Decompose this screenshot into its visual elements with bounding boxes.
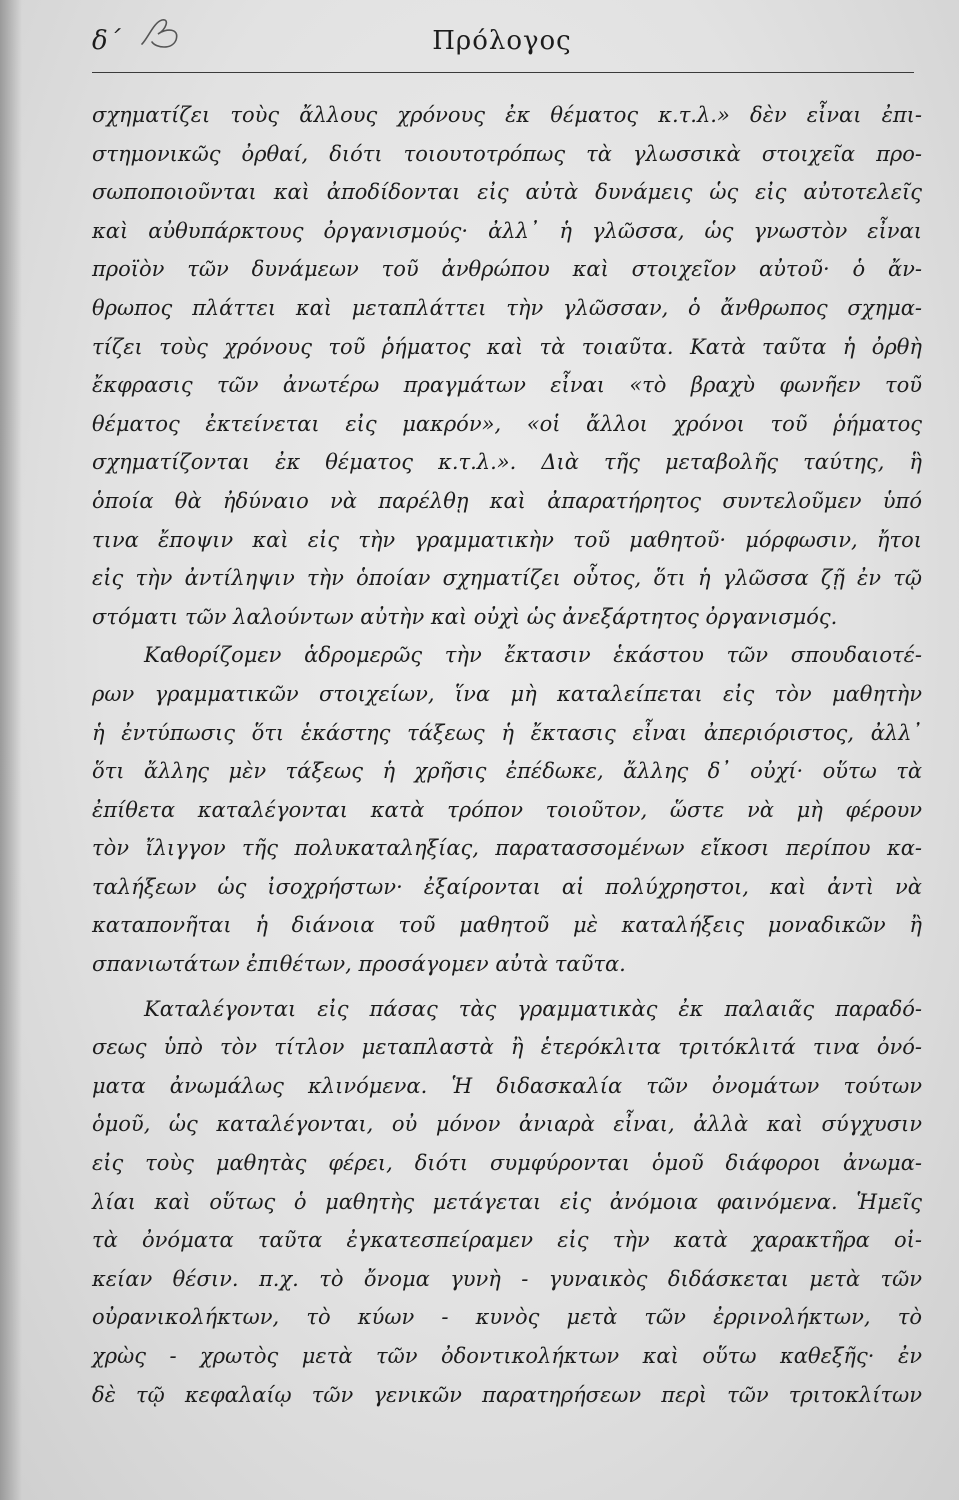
running-head: Πρόλογος: [432, 26, 572, 56]
text-line: λίαι καὶ οὕτως ὁ μαθητὴς μετάγεται εἰς ἀνόμοια φαινόμενα. Ἡμεῖς: [92, 1189, 922, 1214]
page-header: [92, 22, 912, 68]
text-line: εἰς τοὺς μαθητὰς φέρει, διότι συμφύρονται ὁμοῦ διάφοροι ἀνωμα-: [92, 1151, 922, 1176]
text-line: τινα ἔποψιν καὶ εἰς τὴν γραμματικὴν τοῦ μαθητοῦ· μόρφωσιν, ἤτοι: [92, 527, 922, 552]
text-line: στόματι τῶν λαλούντων αὐτὴν καὶ οὐχὶ ὡς ἀνεξάρτητος ὀργανισμός.: [92, 604, 838, 629]
text-line: εἰς τὴν ἀντίληψιν τὴν ὁποίαν σχηματίζει οὗτος, ὅτι ἡ γλῶσσα ζῇ ἐν τῷ: [92, 566, 922, 591]
text-line: στημονικῶς ὀρθαί, διότι τοιουτοτρόπως τὰ γλωσσικὰ στοιχεῖα προ-: [92, 141, 922, 166]
text-line: τὰ ὀνόματα ταῦτα ἐγκατεσπείραμεν εἰς τὴν κατὰ χαρακτῆρα οἰ-: [92, 1228, 922, 1253]
text-line: χρὼς - χρωτὸς μετὰ τῶν ὀδοντικολήκτων καὶ οὕτω καθεξῆς· ἐν: [92, 1344, 922, 1368]
text-line: δὲ τῷ κεφαλαίῳ τῶν γενικῶν παρατηρήσεων περὶ τῶν τριτοκλίτων: [92, 1382, 922, 1407]
text-line: σωποποιοῦνται καὶ ἀποδίδονται εἰς αὐτὰ δυνάμεις ὡς εἰς αὐτοτελεῖς: [92, 180, 922, 205]
text-line: ὅτι ἄλλης μὲν τάξεως ἡ χρῆσις ἐπέδωκε, ἄλλης δ᾽ οὐχί· οὕτω τὰ: [92, 759, 922, 784]
text-line: καὶ αὐθυπάρκτους ὀργανισμούς· ἀλλ᾽ ἡ γλῶσσα, ὡς γνωστὸν εἶναι: [92, 218, 922, 243]
text-line: οὐρανικολήκτων, τὸ κύων - κυνὸς μετὰ τῶν ἐρρινολήκτων, τὸ: [92, 1305, 922, 1330]
text-line: τὸν ἴλιγγον τῆς πολυκαταληξίας, παρατασσομένων εἴκοσι περίπου κα-: [92, 836, 922, 861]
text-line: σχηματίζει τοὺς ἄλλους χρόνους ἐκ θέματος κ.τ.λ.» δὲν εἶναι ἐπι-: [92, 103, 922, 127]
text-line: ἡ ἐντύπωσις ὅτι ἑκάστης τάξεως ἡ ἔκτασις εἶναι ἀπεριόριστος, ἀλλ᾽: [92, 720, 922, 745]
text-line: τίζει τοὺς χρόνους τοῦ ῥήματος καὶ τὰ τοιαῦτα. Κατὰ ταῦτα ἡ ὀρθὴ: [92, 334, 922, 359]
text-line: θρωπος πλάττει καὶ μεταπλάττει τὴν γλῶσσαν, ὁ ἄνθρωπος σχημα-: [92, 295, 922, 320]
header-rule: [92, 72, 914, 73]
text-line: ἐπίθετα καταλέγονται κατὰ τρόπον τοιοῦτον, ὥστε νὰ μὴ φέρουν: [92, 797, 922, 822]
text-line: ταλήξεων ὡς ἰσοχρήστων· ἐξαίρονται αἱ πολύχρηστοι, καὶ ἀντὶ νὰ: [92, 874, 922, 899]
text-line: ὁποία θὰ ἠδύναιο νὰ παρέλθῃ καὶ ἀπαρατήρητος συντελοῦμεν ὑπό: [92, 488, 922, 513]
text-line: Καθορίζομεν ἁδρομερῶς τὴν ἔκτασιν ἑκάστου τῶν σπουδαιοτέ-: [144, 643, 922, 668]
text-line: θέματος ἐκτείνεται εἰς μακρόν», «οἱ ἄλλοι χρόνοι τοῦ ῥήματος: [92, 411, 922, 436]
text-line: ρων γραμματικῶν στοιχείων, ἵνα μὴ καταλείπεται εἰς τὸν μαθητὴν: [92, 681, 922, 706]
body-text: [92, 96, 922, 1414]
text-line: καταπονῆται ἡ διάνοια τοῦ μαθητοῦ μὲ καταλήξεις μοναδικῶν ἢ: [92, 913, 922, 938]
text-line: σπανιωτάτων ἐπιθέτων, προσάγομεν αὐτὰ ταῦτα.: [92, 952, 626, 977]
text-line: σχηματίζονται ἐκ θέματος κ.τ.λ.». Διὰ τῆς μεταβολῆς ταύτης, ἣ: [92, 450, 922, 475]
text-line: Καταλέγονται εἰς πάσας τὰς γραμματικὰς ἐκ παλαιᾶς παραδό-: [144, 996, 922, 1021]
text-line: ματα ἀνωμάλως κλινόμενα. Ἡ διδασκαλία τῶν ὀνομάτων τούτων: [92, 1073, 922, 1098]
text-line: σεως ὑπὸ τὸν τίτλον μεταπλαστὰ ἢ ἑτερόκλιτα τριτόκλιτά τινα ὀνό-: [92, 1035, 922, 1060]
text-line: ἔκφρασις τῶν ἀνωτέρω πραγμάτων εἶναι «τὸ βραχὺ φωνῆεν τοῦ: [92, 373, 922, 398]
text-line: ὁμοῦ, ὡς καταλέγονται, οὐ μόνον ἀνιαρὰ εἶναι, ἀλλὰ καὶ σύγχυσιν: [92, 1112, 922, 1137]
text-line: κείαν θέσιν. π.χ. τὸ ὄνομα γυνὴ - γυναικὸς διδάσκεται μετὰ τῶν: [92, 1266, 922, 1291]
text-line: προϊὸν τῶν δυνάμεων τοῦ ἀνθρώπου καὶ στοιχεῖον αὐτοῦ· ὁ ἄν-: [92, 257, 922, 282]
page-number: δ΄: [92, 26, 121, 56]
